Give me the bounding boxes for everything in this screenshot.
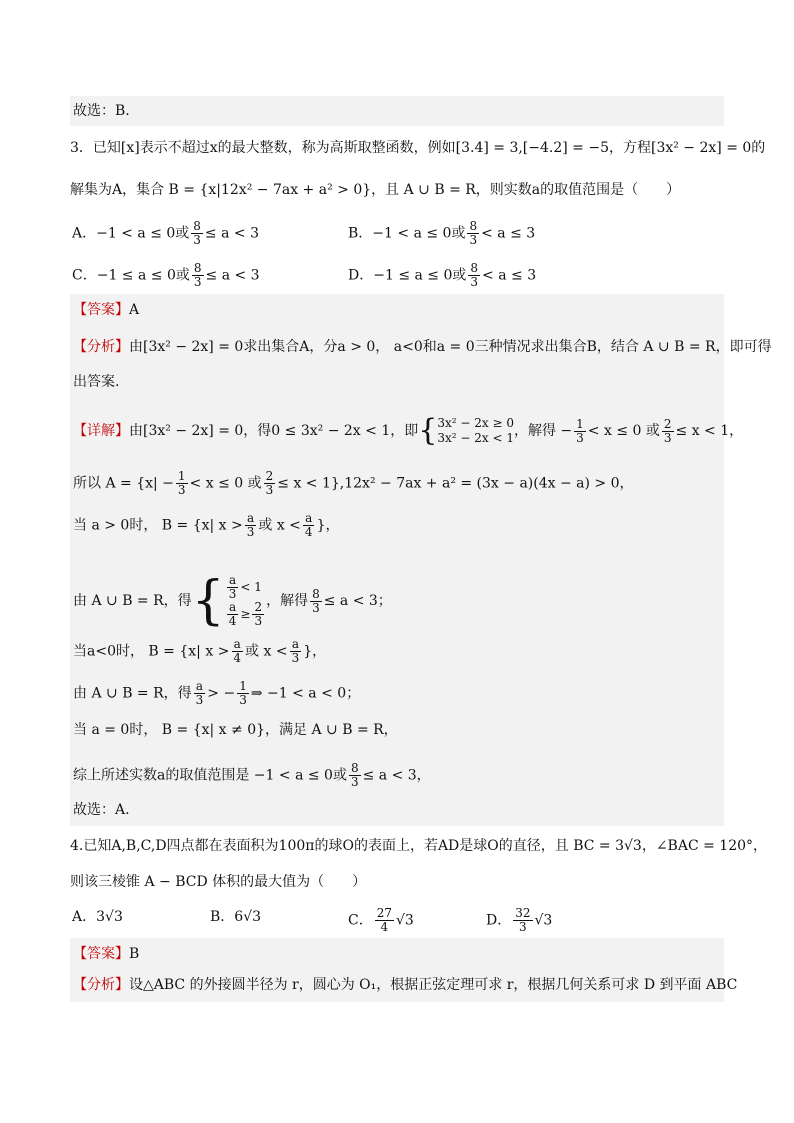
prev-final-choice: 故选：B. [70, 96, 724, 126]
q4-option-a: A．3√3 [72, 909, 123, 925]
q3-option-d: D．−1 ≤ a ≤ 0或 $\frac{8}{3}$ < a ≤ 3 [348, 261, 537, 289]
q3-option-b: B．−1 < a ≤ 0或 $\frac{8}{3}$ < a ≤ 3 [348, 219, 536, 247]
q4-option-b: B．6√3 [210, 909, 262, 925]
analysis-tag: 【分析】 [73, 977, 129, 993]
q3-detail-line2: 所以 A = {x| − $\frac{1}{3}$ < x ≤ 0 或 $\frac{2}{3}$ ≤ x < 1},12x² − 7ax + a² = (3x − a)(4x − a) > 0， [73, 469, 634, 497]
q3-stem-line2: 解集为A，集合 B = {x|12x² − 7ax + a² > 0}，且 A ∪ B = R，则实数a的取值范围是（ ） [70, 182, 681, 198]
answer-value: B [129, 946, 140, 962]
q4-option-c: C． $\frac{27}{4}$ √3 [348, 906, 414, 934]
analysis-tag: 【分析】 [73, 339, 129, 355]
q3-detail-line4: 由 A ∪ B = R，得 { $\frac{a}{3}$ < 1 $\frac{a}{4}$ ≥ $\frac{2}{3}$ ，解得 $\frac{8}{3}$ ≤ a < 3； [73, 571, 392, 631]
q3-detail-line3: 当 a > 0时， B = {x| x > $\frac{a}{3}$ 或 x < $\frac{a}{4}$ }， [73, 511, 340, 539]
q3-answer [73, 300, 727, 320]
q3-option-a: A．−1 < a ≤ 0或 $\frac{8}{3}$ ≤ a < 3 [72, 219, 259, 247]
q3-final-choice: 故选：A. [73, 802, 130, 818]
q4-option-d: D． $\frac{32}{3}$ √3 [486, 906, 553, 934]
detail-tag: 【详解】 [73, 423, 129, 439]
q3-detail-line1: 【详解】由[3x² − 2x] = 0，得0 ≤ 3x² − 2x < 1，即 { 3x² − 2x ≥ 0 3x² − 2x < 1 ，解得 − $\frac{1}{3}$ < x ≤ 0 或 $\frac{2}{3}$ ≤ x < 1， [73, 413, 744, 448]
answer-tag: 【答案】 [73, 302, 129, 318]
q4-analysis-line1: 【分析】设△ABC 的外接圆半径为 r，圆心为 O₁，根据正弦定理可求 r，根据几何关系可求 D 到平面 ABC [73, 977, 738, 993]
q3-analysis-line1: 【分析】由[3x² − 2x] = 0求出集合A，分a > 0， a<0和a = 0三种情况求出集合B，结合 A ∪ B = R，即可得 [73, 339, 772, 355]
q4-stem-line2: 则该三棱锥 A − BCD 体积的最大值为（ ） [70, 874, 367, 890]
q3-detail-line7: 当 a = 0时， B = {x| x ≠ 0}，满足 A ∪ B = R， [73, 722, 398, 738]
q3-detail-line8: 综上所述实数a的取值范围是 −1 < a ≤ 0或 $\frac{8}{3}$ ≤ a < 3， [73, 761, 431, 789]
q4-answer [73, 944, 727, 964]
q3-analysis-line2: 出答案. [73, 374, 120, 390]
q3-detail-line5: 当a<0时， B = {x| x > $\frac{a}{4}$ 或 x < $\frac{a}{3}$ }， [73, 637, 327, 665]
q3-option-c: C．−1 ≤ a ≤ 0或 $\frac{8}{3}$ ≤ a < 3 [72, 261, 260, 289]
answer-value: A [129, 302, 140, 318]
answer-tag: 【答案】 [73, 946, 129, 962]
q4-stem-line1: 4.已知A,B,C,D四点都在表面积为100π的球O的表面上，若AD是球O的直径，且 BC = 3√3，∠BAC = 120°， [70, 838, 768, 854]
q3-detail-line6: 由 A ∪ B = R，得 $\frac{a}{3}$ > − $\frac{1}{3}$ ⇒ −1 < a < 0； [73, 679, 361, 707]
q3-stem-line1: 3．已知[x]表示不超过x的最大整数，称为高斯取整函数，例如[3.4] = 3,[−4.2] = −5，方程[3x² − 2x] = 0的 [70, 140, 766, 156]
